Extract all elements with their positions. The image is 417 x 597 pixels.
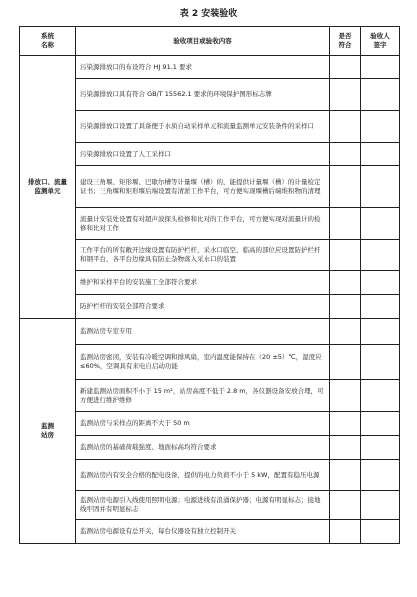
signature-cell[interactable]: [361, 412, 400, 436]
acceptance-item: 监测站房电源设有总开关，每台仪器设有独立控制开关: [76, 520, 330, 544]
signature-cell[interactable]: [361, 491, 400, 520]
header-signer-text: 验收人 签字: [370, 32, 390, 49]
signature-cell[interactable]: [361, 208, 400, 240]
conform-cell[interactable]: [330, 271, 361, 295]
conform-cell[interactable]: [330, 491, 361, 520]
table-body: [20, 56, 400, 544]
acceptance-item: 防护栏杆的安装全部符合要求: [76, 295, 330, 319]
system-name: 排放口、流量 监测单元: [28, 178, 67, 195]
signature-cell[interactable]: [361, 295, 400, 319]
table-row: [20, 208, 400, 240]
signature-cell[interactable]: [361, 436, 400, 460]
signature-cell[interactable]: [361, 271, 400, 295]
table-row: [20, 460, 400, 491]
conform-cell[interactable]: [330, 319, 361, 345]
header-item-text: 验收项目或验收内容: [173, 36, 232, 45]
table-row: [20, 491, 400, 520]
system-name: 监测 站房: [41, 422, 54, 439]
conform-cell[interactable]: [330, 79, 361, 111]
table-row: [20, 240, 400, 271]
signature-cell[interactable]: [361, 79, 400, 111]
table-row: [20, 166, 400, 208]
conform-cell[interactable]: [330, 436, 361, 460]
acceptance-item: 新建监测站房面积不小于 15 m²，站房高度不低于 2.8 m，各仪器设备安放合理，可方便进行维护维修: [76, 380, 330, 412]
conform-cell[interactable]: [330, 345, 361, 380]
system-name-cell: [20, 56, 76, 319]
table-row: [20, 380, 400, 412]
acceptance-item: 监测站房的基础荷载强度、地面标高均符合要求: [76, 436, 330, 460]
signature-cell[interactable]: [361, 111, 400, 143]
signature-cell[interactable]: [361, 345, 400, 380]
acceptance-item: 监测站房与采样点的距离不大于 50 m: [76, 412, 330, 436]
header-conform: [330, 27, 361, 56]
conform-cell[interactable]: [330, 166, 361, 208]
signature-cell[interactable]: [361, 520, 400, 544]
table-row: [20, 436, 400, 460]
signature-cell[interactable]: [361, 240, 400, 271]
header-system-name: [20, 27, 76, 56]
header-signer: [361, 27, 400, 56]
acceptance-item: 污染源排放口设置了具备便于水质自动采样单元和流量监测单元安装条件的采样口: [76, 111, 330, 143]
acceptance-item: 工作平台的所有敞开边缘设置有防护栏杆，采水口临空、临高的部位应设置防护栏杆和钢平台，各平台边缘具有防止杂物落入采水口的装置: [76, 240, 330, 271]
conform-cell[interactable]: [330, 56, 361, 79]
signature-cell[interactable]: [361, 143, 400, 166]
acceptance-item: 污染源排放口的布设符合 HJ 91.1 要求: [76, 56, 330, 79]
table-row: [20, 319, 400, 345]
table-row: [20, 79, 400, 111]
table-row: [20, 345, 400, 380]
acceptance-item: 监测站房内有安全合格的配电设备，提供的电力负荷不小于 5 kW，配置有稳压电源: [76, 460, 330, 491]
table-title: 表 2 安装验收: [179, 9, 238, 19]
acceptance-item: 污染源排放口设置了人工采样口: [76, 143, 330, 166]
table-row: [20, 143, 400, 166]
signature-cell[interactable]: [361, 380, 400, 412]
table-row: [20, 56, 400, 79]
header-row: [20, 27, 400, 56]
signature-cell[interactable]: [361, 319, 400, 345]
table-row: [20, 271, 400, 295]
conform-cell[interactable]: [330, 412, 361, 436]
conform-cell[interactable]: [330, 460, 361, 491]
acceptance-item: 流量计安装处设置有对超声波探头检修和比对的工作平台，可方便实现对流量计的检修和比对工作: [76, 208, 330, 240]
table-row: [20, 520, 400, 544]
conform-cell[interactable]: [330, 240, 361, 271]
conform-cell[interactable]: [330, 111, 361, 143]
acceptance-table: [19, 26, 400, 544]
acceptance-item: 监测站房电源引入线使用照明电源；电源进线有浪涌保护器；电源有明显标志；接地线牢固并有明显标志: [76, 491, 330, 520]
table-row: [20, 412, 400, 436]
signature-cell[interactable]: [361, 166, 400, 208]
conform-cell[interactable]: [330, 208, 361, 240]
header-conform-text: 是否 符合: [338, 32, 352, 49]
header-system-name-text: 系统 名称: [41, 32, 54, 49]
conform-cell[interactable]: [330, 143, 361, 166]
conform-cell[interactable]: [330, 295, 361, 319]
conform-cell[interactable]: [330, 520, 361, 544]
system-name-cell: [20, 319, 76, 544]
header-item: [76, 27, 330, 56]
acceptance-item: 污染源排放口具有符合 GB/T 15562.1 要求的环境保护图形标志牌: [76, 79, 330, 111]
acceptance-item: 监测站房密闭，安装有冷暖空调和排风扇，室内温度能保持在（20 ±5）℃，湿度应≤60%，空调具有来电自启动功能: [76, 345, 330, 380]
conform-cell[interactable]: [330, 380, 361, 412]
acceptance-item: 建设三角堰、矩形堰、巴歇尔槽等计量堰（槽）的，能提供计量堰（槽）的计量检定证书；三角堰和矩形堰后端设置有清淤工作平台，可方便实现堰槽后端堆积物的清理: [76, 166, 330, 208]
table-row: [20, 295, 400, 319]
table-row: [20, 111, 400, 143]
acceptance-item: 维护和采样平台的安装施工全部符合要求: [76, 271, 330, 295]
signature-cell[interactable]: [361, 56, 400, 79]
acceptance-item: 监测站房专室专用: [76, 319, 330, 345]
signature-cell[interactable]: [361, 460, 400, 491]
